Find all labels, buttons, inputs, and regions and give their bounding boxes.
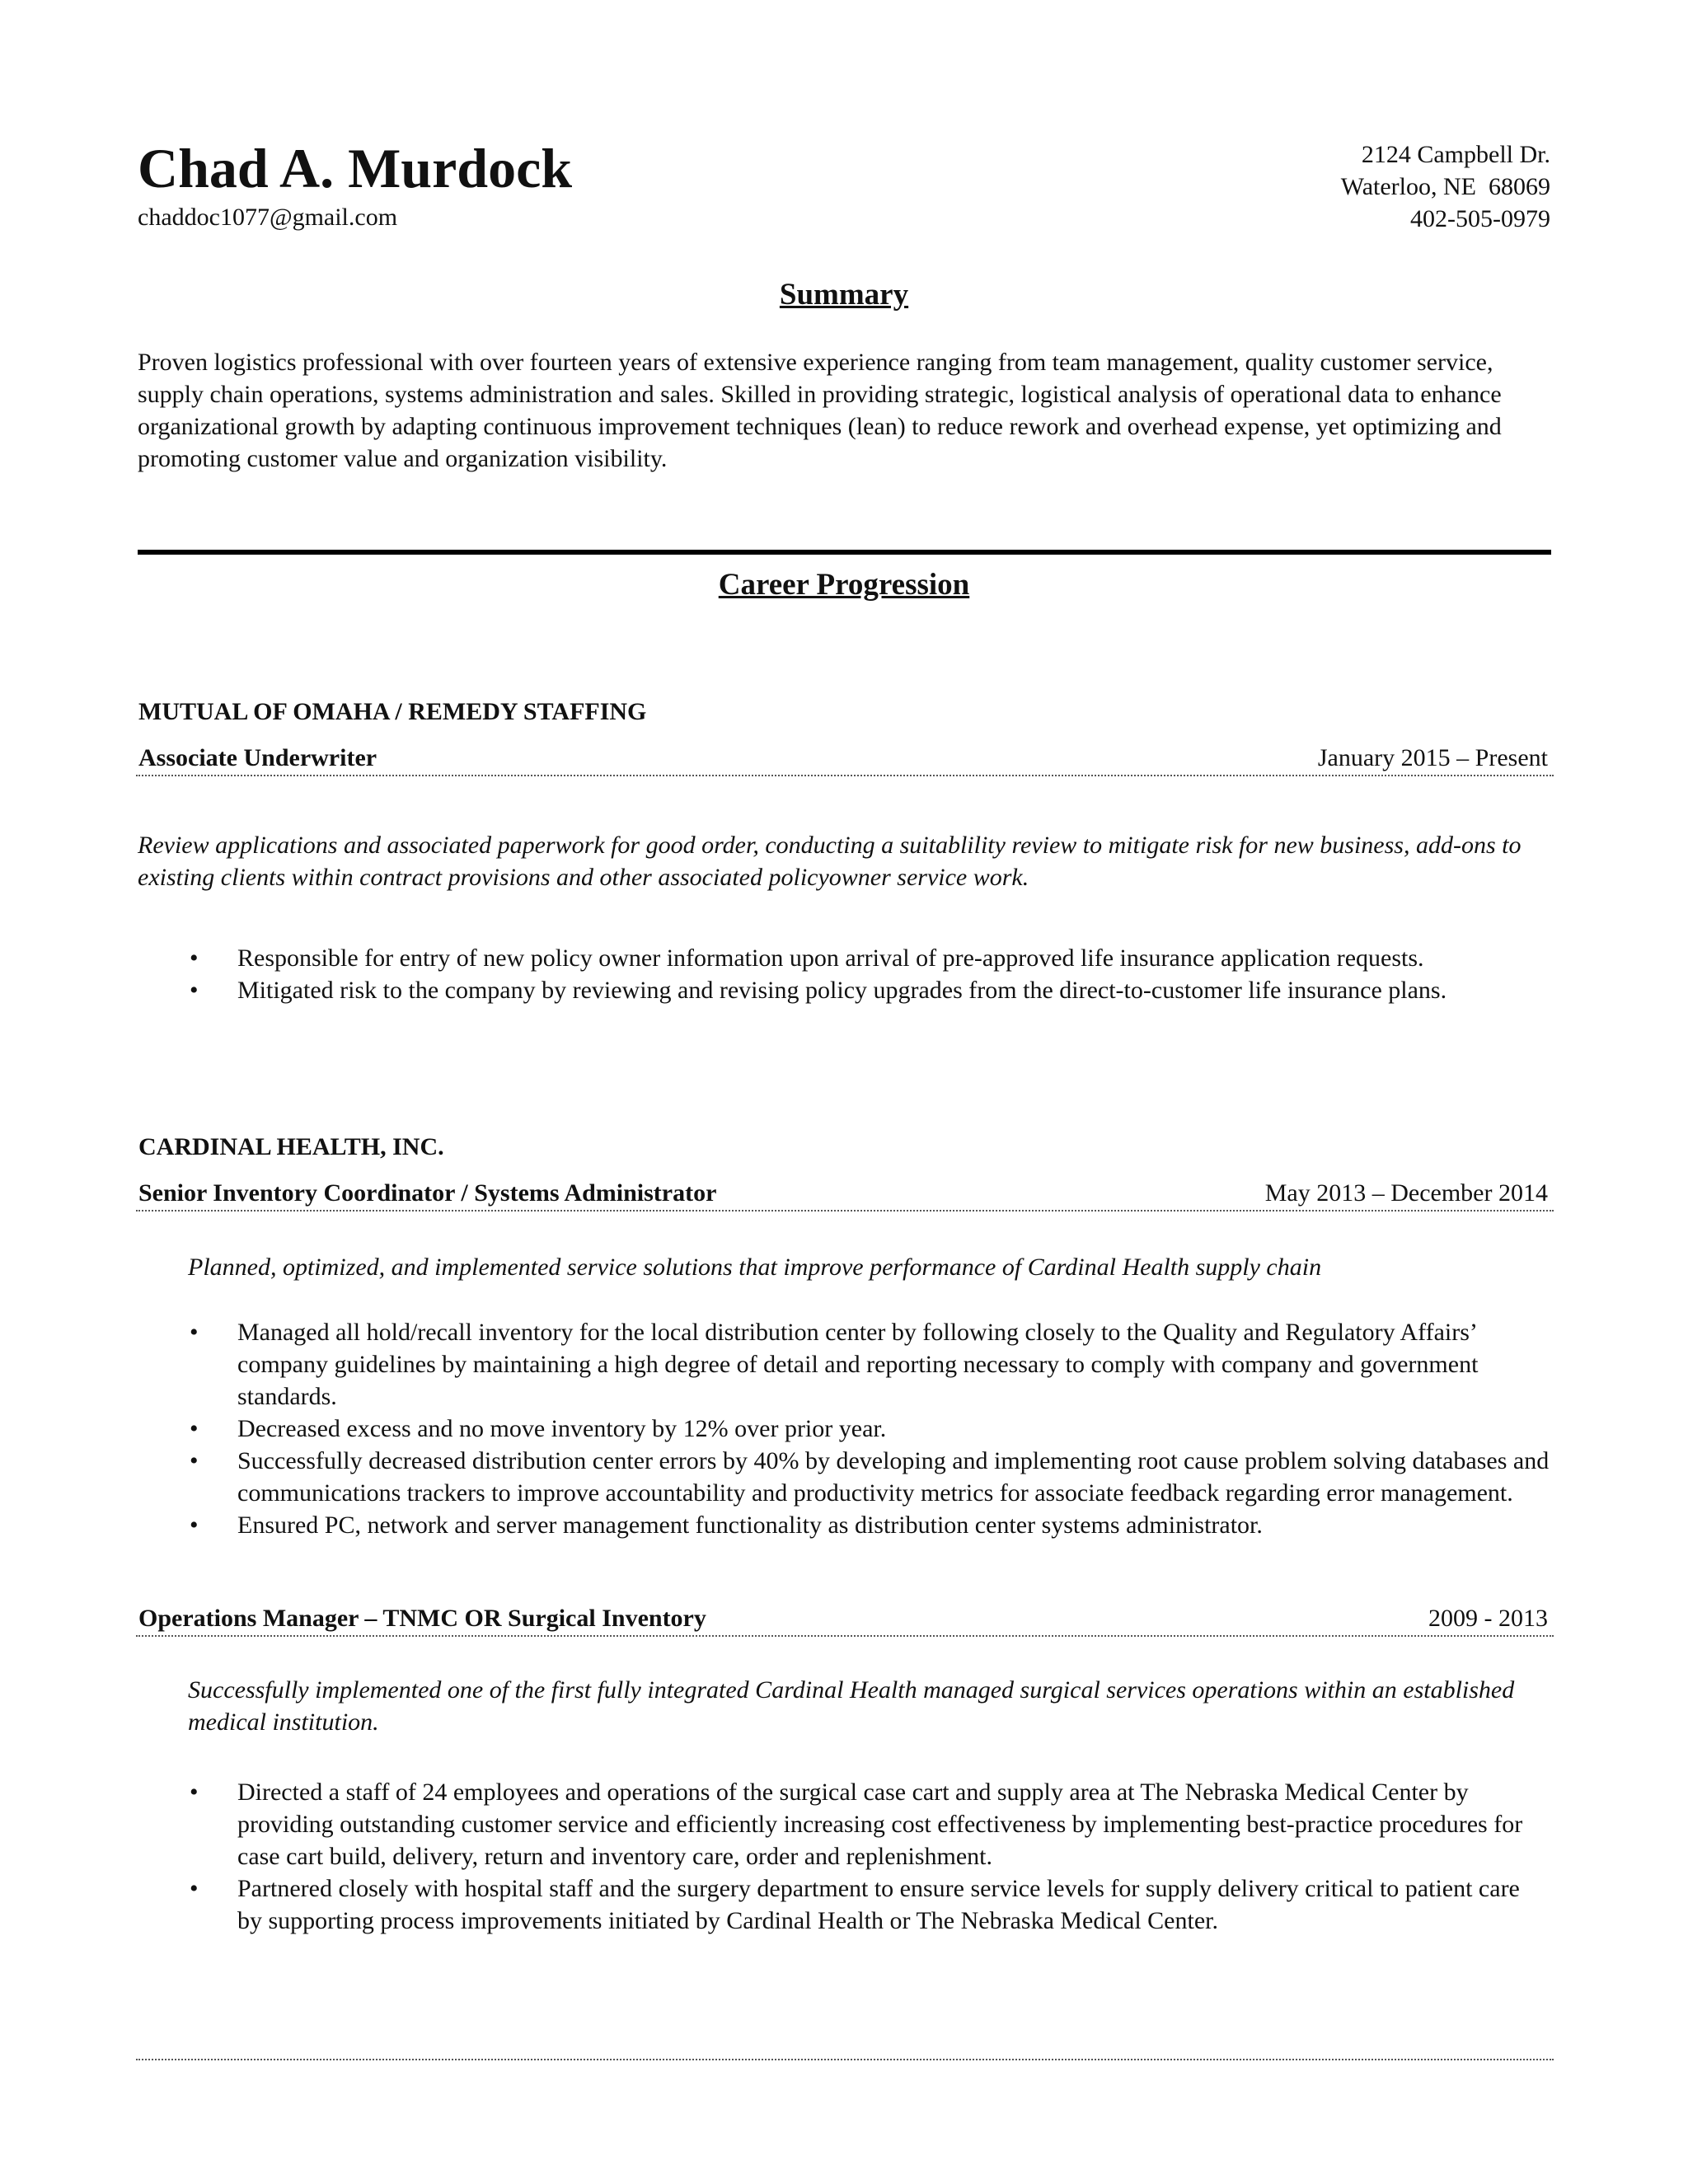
list-item: • Managed all hold/recall inventory for the local distribution center by following closely to the Quality and Regulatory Affairs’ company guidelines by maintaining a high degree of detail and reporting necessary to comply with company and government standards. (190, 1316, 1550, 1413)
bullet-icon: • (190, 1415, 199, 1442)
list-item: • Responsible for entry of new policy owner information upon arrival of pre-approved life insurance application requests. (190, 942, 1550, 974)
company-name: MUTUAL OF OMAHA / REMEDY STAFFING (138, 698, 647, 725)
list-item: • Mitigated risk to the company by reviewing and revising policy upgrades from the direct-to-customer life insurance plans. (190, 974, 1550, 1006)
role-row (136, 1179, 1554, 1212)
section-divider (138, 550, 1551, 555)
role-row (136, 743, 1554, 776)
role-title: Senior Inventory Coordinator / Systems Administrator (138, 1179, 717, 1207)
bullet-icon: • (190, 1447, 199, 1474)
role-dates: 2009 - 2013 (1428, 1605, 1548, 1632)
bullet-icon: • (190, 1319, 199, 1346)
list-item: • Partnered closely with hospital staff and the surgery department to ensure service levels for supply delivery critical to patient care by supporting process improvements initiated by Cardinal Health or The Nebraska Medical Center. (190, 1872, 1550, 1937)
role-title: Associate Underwriter (138, 744, 377, 771)
contact-block (1341, 138, 1550, 235)
list-item: • Ensured PC, network and server management functionality as distribution center systems administrator. (190, 1509, 1550, 1541)
role-bullets (190, 1316, 1550, 1541)
address-line-2: Waterloo, NE 68069 (1340, 173, 1550, 200)
bullet-icon: • (190, 944, 199, 972)
page-footer-rule (136, 2059, 1554, 2060)
email-address: chaddoc1077@gmail.com (138, 204, 398, 231)
bullet-icon: • (190, 1875, 199, 1902)
bullet-icon: • (190, 1779, 199, 1806)
list-item: • Directed a staff of 24 employees and operations of the surgical case cart and supply area at The Nebraska Medical Center by providing outstanding customer service and efficiently increasing cost effectiveness by implementing best-practice procedures for case cart build, delivery, return and inventory care, order and replenishment. (190, 1776, 1550, 1872)
career-heading: Career Progression (718, 568, 970, 602)
company-name: CARDINAL HEALTH, INC. (138, 1133, 444, 1160)
summary-heading: Summary (779, 278, 909, 312)
phone-number: 402-505-0979 (1410, 205, 1550, 232)
role-description: Planned, optimized, and implemented service solutions that improve performance of Cardinal Health supply chain (188, 1254, 1322, 1281)
role-title: Operations Manager – TNMC OR Surgical Inventory (138, 1605, 706, 1632)
role-dates: January 2015 – Present (1317, 744, 1548, 771)
role-row (136, 1604, 1554, 1637)
candidate-name: Chad A. Murdock (138, 137, 573, 199)
bullet-icon: • (190, 977, 199, 1004)
bullet-icon: • (190, 1511, 199, 1539)
role-bullets (190, 1776, 1550, 1937)
role-bullets (190, 942, 1550, 1006)
summary-text: Proven logistics professional with over fourteen years of extensive experience ranging from team management, quality customer service, supply chain operations, systems administration and sales. Skilled in providing strategic, logistical analysis of operational data to enhance organizational growth by adapting continuous improvement techniques (lean) to reduce rework and overhead expense, yet optimizing and promoting customer value and organization visibility. (138, 349, 1502, 472)
address-line-1: 2124 Campbell Dr. (1361, 141, 1550, 168)
list-item: • Successfully decreased distribution center errors by 40% by developing and implementing root cause problem solving databases and communications trackers to improve accountability and productivity metrics for associate feedback regarding error management. (190, 1445, 1550, 1509)
role-description: Review applications and associated paperwork for good order, conducting a suitablility review to mitigate risk for new business, add-ons to existing clients within contract provisions and other associated policyowner service work. (138, 832, 1522, 891)
role-description: Successfully implemented one of the first fully integrated Cardinal Health managed surgical services operations within an established medical institution. (188, 1676, 1515, 1736)
list-item: • Decreased excess and no move inventory by 12% over prior year. (190, 1413, 1550, 1445)
role-dates: May 2013 – December 2014 (1264, 1179, 1548, 1207)
